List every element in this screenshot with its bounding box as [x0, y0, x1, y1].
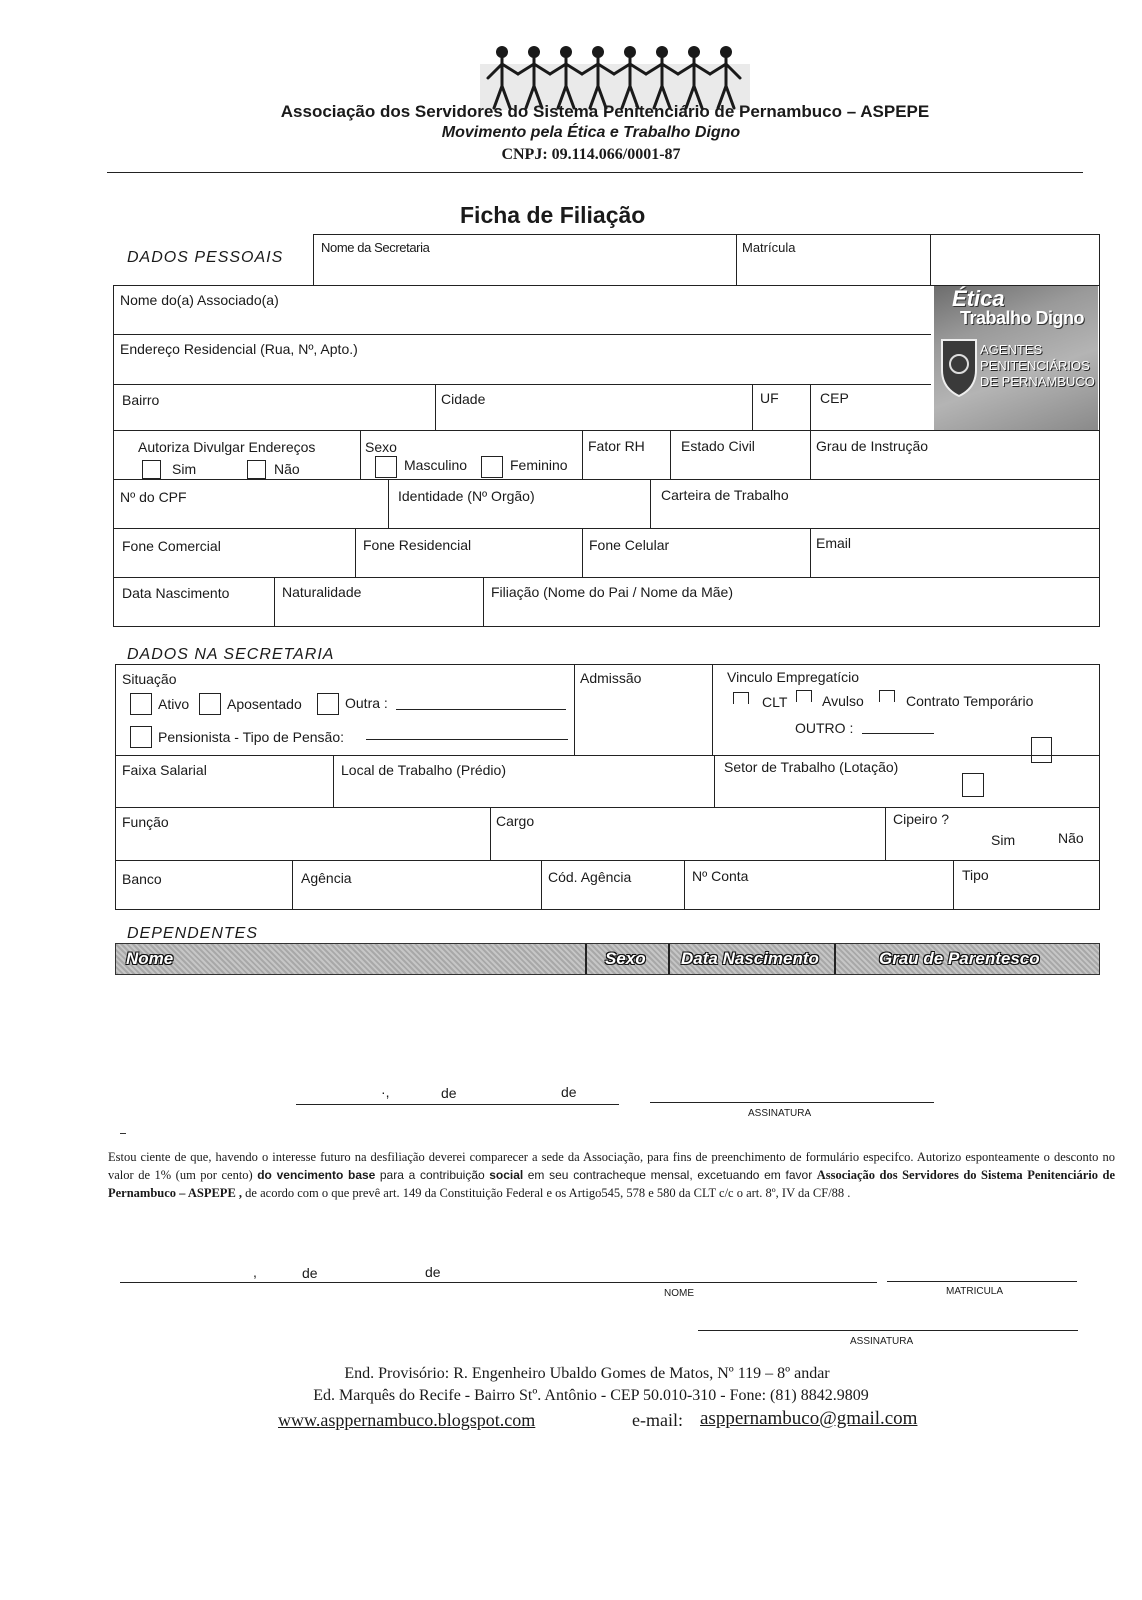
- sig2-name-line[interactable]: [120, 1282, 877, 1283]
- footer-address-1: End. Provisório: R. Engenheiro Ubaldo Gomes de Matos, Nº 119 – 8º andar: [344, 1365, 830, 1382]
- declaration-bold1: do vencimento base: [257, 1168, 376, 1182]
- badge-penitenciarios: PENITENCIÁRIOS: [980, 358, 1090, 373]
- label-data-nascimento: Data Nascimento: [122, 585, 230, 601]
- label-masculino: Masculino: [404, 457, 468, 473]
- label-cidade: Cidade: [441, 391, 486, 407]
- label-contrato: Contrato Temporário: [906, 693, 1034, 709]
- label-email: Email: [816, 535, 852, 551]
- declaration-part1: Estou ciente de que, havendo o interesse futuro na desfiliação deverei comparecer a sede da Associação, para fins de preenchimento de formulário especifco. Autorizo esponteamente o desconto no valor de 1% (um por cento): [108, 1150, 1115, 1182]
- label-naturalidade: Naturalidade: [282, 584, 362, 600]
- label-banco: Banco: [122, 871, 162, 887]
- label-estado-civil: Estado Civil: [681, 438, 755, 454]
- declaration-bold2: social: [489, 1168, 524, 1182]
- sig2-matricula-line[interactable]: [887, 1281, 1077, 1282]
- label-agencia: Agência: [301, 870, 352, 886]
- label-endereco: Endereço Residencial (Rua, Nº, Apto.): [120, 341, 358, 357]
- badge-pernambuco: DE PERNAMBUCO: [980, 374, 1095, 389]
- sig1-signature-line[interactable]: [650, 1102, 934, 1103]
- slogan: Movimento pela Ética e Trabalho Digno: [441, 124, 741, 141]
- label-conta: Nº Conta: [692, 868, 749, 884]
- checkbox-avulso[interactable]: [796, 690, 812, 702]
- footer-address-2: Ed. Marquês do Recife - Bairro Stº. Antônio - CEP 50.010-310 - Fone: (81) 8842.9809: [313, 1387, 869, 1404]
- sig2-de2: de: [425, 1264, 441, 1280]
- label-grau-instrucao: Grau de Instrução: [816, 438, 929, 454]
- label-carteira: Carteira de Trabalho: [661, 487, 789, 503]
- form-title: Ficha de Filiação: [460, 202, 646, 228]
- dep-col-nome: Nome: [126, 949, 174, 968]
- personal-row-3: [113, 479, 1100, 529]
- label-bairro: Bairro: [122, 392, 160, 408]
- footer-email-label: e-mail:: [632, 1410, 683, 1430]
- label-tipo: Tipo: [962, 867, 989, 883]
- label-fone-residencial: Fone Residencial: [363, 537, 472, 553]
- label-sim: Sim: [172, 461, 197, 477]
- label-nome-secretaria: Nome da Secretaria: [321, 240, 430, 255]
- label-outro: OUTRO :: [795, 720, 854, 736]
- header-divider: [107, 172, 1083, 173]
- label-avulso: Avulso: [822, 693, 864, 709]
- label-clt: CLT: [762, 694, 788, 710]
- label-feminino: Feminino: [510, 457, 568, 473]
- photo-box[interactable]: [930, 234, 1100, 286]
- sig2-matricula: MATRICULA: [946, 1286, 1004, 1297]
- footer-website[interactable]: www.asppernambuco.blogspot.com: [278, 1410, 536, 1430]
- label-cep: CEP: [820, 390, 849, 406]
- shield-icon: [938, 336, 980, 398]
- input-tipo-pensao[interactable]: [366, 739, 568, 740]
- label-fator-rh: Fator RH: [588, 438, 645, 454]
- header: [0, 0, 1142, 175]
- checkbox-ativo[interactable]: [130, 693, 152, 715]
- label-situacao: Situação: [122, 671, 177, 687]
- sig2-comma: ,: [253, 1264, 257, 1280]
- sig1-date-line[interactable]: [296, 1104, 619, 1105]
- sig2-signature-line[interactable]: [698, 1330, 1078, 1331]
- declaration-part3: em seu contracheque mensal, excetuando em favor: [527, 1168, 813, 1182]
- dep-col-sexo: Sexo: [605, 949, 646, 968]
- label-fone-celular: Fone Celular: [589, 537, 670, 553]
- sig2-nome: NOME: [664, 1288, 694, 1299]
- cnpj: CNPJ: 09.114.066/0001-87: [501, 146, 681, 163]
- declaration-bold3: Associação dos Servidores do Sistema Penitenciário de Pernambuco – ASPEPE ,: [108, 1168, 1116, 1200]
- declaration-part2: para a contribuição: [379, 1168, 485, 1182]
- checkbox-autoriza-nao[interactable]: [247, 460, 266, 479]
- checkbox-aposentado[interactable]: [199, 693, 221, 715]
- label-faixa-salarial: Faixa Salarial: [122, 762, 207, 778]
- sig2-assinatura: ASSINATURA: [850, 1336, 914, 1347]
- org-name: Associação dos Servidores do Sistema Penitenciário de Pernambuco – ASPEPE: [280, 102, 930, 121]
- label-outra: Outra :: [345, 695, 388, 711]
- input-outra[interactable]: [396, 709, 566, 710]
- sig1-assinatura: ASSINATURA: [748, 1108, 812, 1119]
- sig1-de1: de: [441, 1085, 457, 1101]
- declaration-part4: de acordo com o que prevê art. 149 da Constituição Federal e os Artigo545, 578 e 580 da CLT c/c o art. 8º, IV da CF/88 .: [245, 1186, 851, 1200]
- label-vinculo: Vinculo Empregatício: [727, 669, 860, 685]
- sig2-de1: de: [302, 1265, 318, 1281]
- label-ativo: Ativo: [158, 696, 190, 712]
- label-aposentado: Aposentado: [227, 696, 302, 712]
- label-nome-associado: Nome do(a) Associado(a): [120, 292, 279, 308]
- section-personal: DADOS PESSOAIS: [127, 249, 284, 266]
- secretaria-row-3: [115, 807, 1100, 861]
- label-funcao: Função: [122, 814, 169, 830]
- checkbox-pensionista[interactable]: [130, 726, 152, 748]
- footer-email[interactable]: asppernambuco@gmail.com: [700, 1408, 918, 1429]
- checkbox-outra[interactable]: [317, 693, 339, 715]
- label-cpf: Nº do CPF: [120, 489, 187, 505]
- label-cipeiro-sim[interactable]: Sim: [991, 832, 1016, 848]
- dep-col-data: Data Nascimento: [681, 949, 819, 968]
- dep-col-grau: Grau de Parentesco: [879, 949, 1040, 968]
- sig1-de2: de: [561, 1084, 577, 1100]
- label-matricula: Matrícula: [742, 240, 796, 255]
- label-fone-comercial: Fone Comercial: [122, 538, 221, 554]
- section-dependents: DEPENDENTES: [127, 925, 259, 942]
- badge-agentes: AGENTES: [980, 342, 1043, 357]
- checkbox-contrato[interactable]: [879, 690, 895, 702]
- label-cod-agencia: Cód. Agência: [548, 869, 632, 885]
- label-nao: Não: [274, 461, 300, 477]
- badge-etica: Ética: [952, 286, 1005, 311]
- label-setor-trabalho: Setor de Trabalho (Lotação): [724, 759, 899, 775]
- declaration: [108, 1148, 1115, 1202]
- checkbox-clt[interactable]: [733, 692, 749, 704]
- etica-badge: [934, 286, 1098, 430]
- label-uf: UF: [760, 390, 779, 406]
- label-sexo: Sexo: [365, 439, 397, 455]
- sig1-comma: ·,: [381, 1084, 390, 1100]
- personal-row-4: [113, 528, 1100, 578]
- input-outro[interactable]: [862, 733, 934, 734]
- label-identidade: Identidade (Nº Orgão): [398, 488, 535, 504]
- label-filiacao: Filiação (Nome do Pai / Nome da Mãe): [491, 584, 733, 600]
- checkbox-masculino[interactable]: [375, 456, 397, 478]
- dependents-header: [115, 943, 1100, 975]
- label-pensionista: Pensionista - Tipo de Pensão:: [158, 729, 345, 745]
- label-admissao: Admissão: [580, 670, 642, 686]
- checkbox-setor[interactable]: [962, 773, 984, 797]
- label-local-trabalho: Local de Trabalho (Prédio): [341, 762, 506, 778]
- checkbox-autoriza-sim[interactable]: [142, 460, 161, 479]
- badge-trabalho: Trabalho Digno: [960, 308, 1085, 328]
- label-cargo: Cargo: [496, 813, 535, 829]
- secretaria-row-2: [115, 755, 1100, 808]
- label-cipeiro-nao[interactable]: Não: [1058, 830, 1084, 846]
- checkbox-feminino[interactable]: [481, 456, 503, 478]
- label-autoriza: Autoriza Divulgar Endereços: [138, 439, 316, 455]
- label-cipeiro: Cipeiro ?: [893, 811, 950, 827]
- section-secretaria: DADOS NA SECRETARIA: [127, 646, 335, 663]
